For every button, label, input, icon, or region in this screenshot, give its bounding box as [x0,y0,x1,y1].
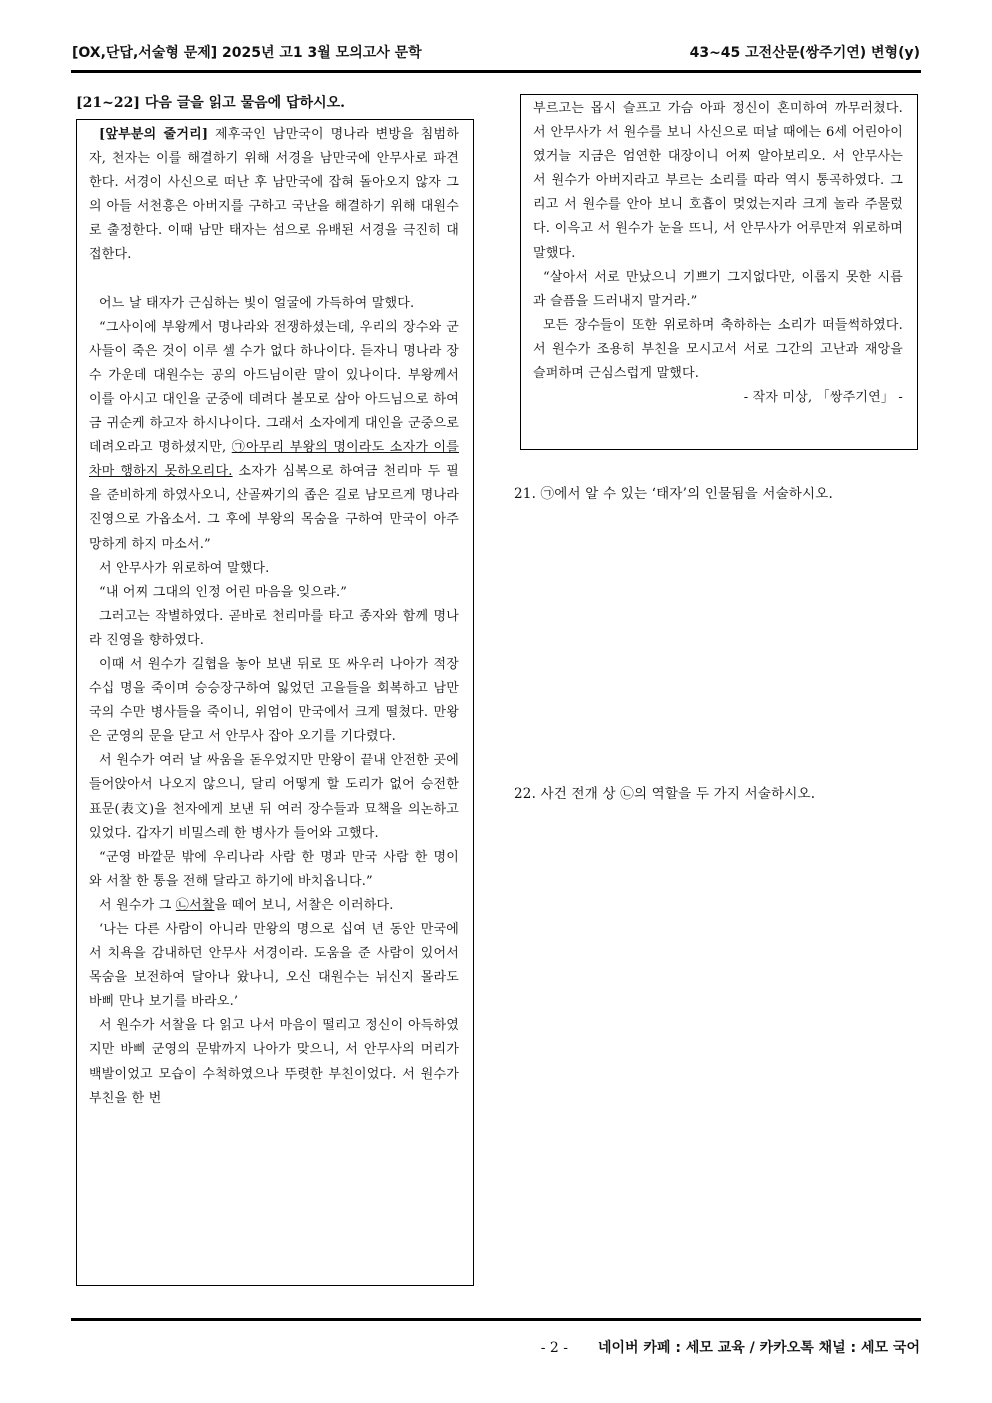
page-number: - 2 - [540,1340,568,1356]
passage-paragraph: “군영 바깥문 밖에 우리나라 사람 한 명과 만국 사람 한 명이 와 서찰 한 통을 전해 달라고 하기에 바치옵니다.” [89,849,459,889]
passage-box-right [520,94,918,450]
underlined-text-a: ㉠아무리 부왕의 명이라도 소자가 이를 차마 행하지 못하오리다. [89,440,460,480]
passage-paragraph: 서 안무사가 위로하여 말했다. [99,560,270,576]
summary-label: [앞부분의 줄거리] [99,127,209,142]
passage-paragraph [89,894,459,918]
passage-paragraph: “살아서 서로 만났으니 기쁘기 그지없다만, 이롭지 못한 시름과 슬픔을 드러내지 말거라.” [533,269,903,309]
footer-text: 네이버 카페 : 세모 교육 / 카카오톡 채널 : 세모 국어 [597,1340,920,1356]
header-rule [71,70,921,73]
passage-box-left [76,119,474,1286]
footer-rule [71,1318,921,1321]
passage-text: 서 원수가 그 [99,897,176,913]
paragraph-gap [89,268,459,292]
summary-text: 제후국인 남만국이 명나라 변방을 침범하자, 천자는 이를 해결하기 위해 서경을 남만국에 안무사로 파견한다. 서경이 사신으로 떠난 후 남만국에 잡혀 돌아오지 않자 그의 아들 서천흥은 아버지를 구하고 국난을 해결하기 위해 대원수로 출정한다. 이때 남만 태자는 섬으로 유배된 서경을 극진히 대접한다. [89,127,459,263]
passage-paragraph: 그러고는 작별하였다. 곧바로 천리마를 타고 종자와 함께 명나라 진영을 향하였다. [89,608,459,648]
passage-paragraph: 서 원수가 여러 날 싸움을 돋우었지만 만왕이 끝내 안전한 곳에 들어앉아서 나오지 않으니, 달리 어떻게 할 도리가 없어 승전한 표문(表文)을 천자에게 보낸 뒤 여러 장수들과 묘책을 의논하고 있었다. 갑자기 비밀스레 한 병사가 들어와 고했다. [89,753,459,841]
footer [541,1337,920,1357]
header-title: [OX,단답,서술형 문제] 2025년 고1 3월 모의고사 문학 [72,45,422,61]
passage-paragraph [89,316,459,557]
summary-paragraph [89,123,459,268]
question-21: 21. ㉠에서 알 수 있는 ‘태자’의 인물됨을 서술하시오. [514,486,834,502]
passage-text: “그사이에 부왕께서 명나라와 전쟁하셨는데, 우리의 장수와 군사들이 죽은 것이 이루 셀 수가 없다 하나이다. 듣자니 명나라 장수 가운데 대원수는 공의 아드님이란 말이 있나이다. 부왕께서 이를 아시고 대인을 군중에 데려다 볼모로 삼아 아드님으로 하여금 귀순케 하고자 하시나이다. 그래서 소자에게 대인을 군중으로 데려오라고 명하셨지만, [89,319,459,456]
passage-paragraph: “내 어찌 그대의 인정 어린 마음을 잊으랴.” [99,584,348,600]
passage-paragraph: 부르고는 몹시 슬프고 가슴 아파 정신이 혼미하여 까무러쳤다. 서 안무사가 서 원수를 보니 사신으로 떠날 때에는 6세 어린아이였거늘 지금은 엄연한 대장이니 어찌 알아보리오. 서 안무사는 서 원수가 아버지라고 부르는 소리를 따라 역시 통곡하였다. 그리고 서 원수를 안아 보니 호흡이 멎었는지라 크게 놀라 주물렀다. 이윽고 서 원수가 눈을 뜨니, 서 안무사가 어루만져 위로하며 말했다. [533,101,903,261]
passage-paragraph: ‘나는 다른 사람이 아니라 만왕의 명으로 십여 년 동안 만국에서 치욕을 감내하던 안무사 서경이라. 도움을 준 사람이 있어서 목숨을 보전하여 달아나 왔나니, 오신 대원수는 뉘신지 몰라도 바삐 만나 보기를 바라오.’ [89,922,459,1010]
source-attribution: - 작자 미상, 「쌍주기연」 - [743,390,903,406]
passage-paragraph: 이때 서 원수가 길협을 놓아 보낸 뒤로 또 싸우러 나아가 적장 수십 명을 죽이며 승승장구하여 잃었던 고을들을 회복하고 남만국의 수만 병사들을 죽이니, 위엄이 만국에서 크게 떨쳤다. 만왕은 군영의 문을 닫고 서 안무사 잡아 오기를 기다렸다. [89,656,459,745]
underlined-text-b: ㉡서찰 [175,897,215,913]
question-instruction: [21~22] 다음 글을 읽고 물음에 답하시오. [76,95,345,111]
passage-paragraph: 어느 날 태자가 근심하는 빛이 얼굴에 가득하여 말했다. [99,295,415,311]
passage-text: 을 떼어 보니, 서찰은 이러하다. [214,897,394,913]
header-subtitle: 43~45 고전산문(쌍주기연) 변형(y) [689,45,920,61]
question-22: 22. 사건 전개 상 ㉡의 역할을 두 가지 서술하시오. [514,786,816,802]
passage-paragraph: 모든 장수들이 또한 위로하며 축하하는 소리가 떠들썩하였다. 서 원수가 조용히 부친을 모시고서 서로 그간의 고난과 재앙을 슬퍼하며 근심스럽게 말했다. [533,317,903,382]
passage-paragraph: 서 원수가 서찰을 다 읽고 나서 마음이 떨리고 정신이 아득하였지만 바삐 군영의 문밖까지 나아가 맞으니, 서 안무사의 머리가 백발이었고 모습이 수척하였으나 뚜렷한 부친이었다. 서 원수가 부친을 한 번 [89,1018,459,1106]
passage-text: 소자가 심복으로 하여금 천리마 두 필을 준비하게 하였사오니, 산골짜기의 좁은 길로 남모르게 명나라 진영으로 가옵소서. 그 후에 부왕의 목숨을 구하여 만국이 아주 망하게 하지 마소서.” [89,464,459,552]
